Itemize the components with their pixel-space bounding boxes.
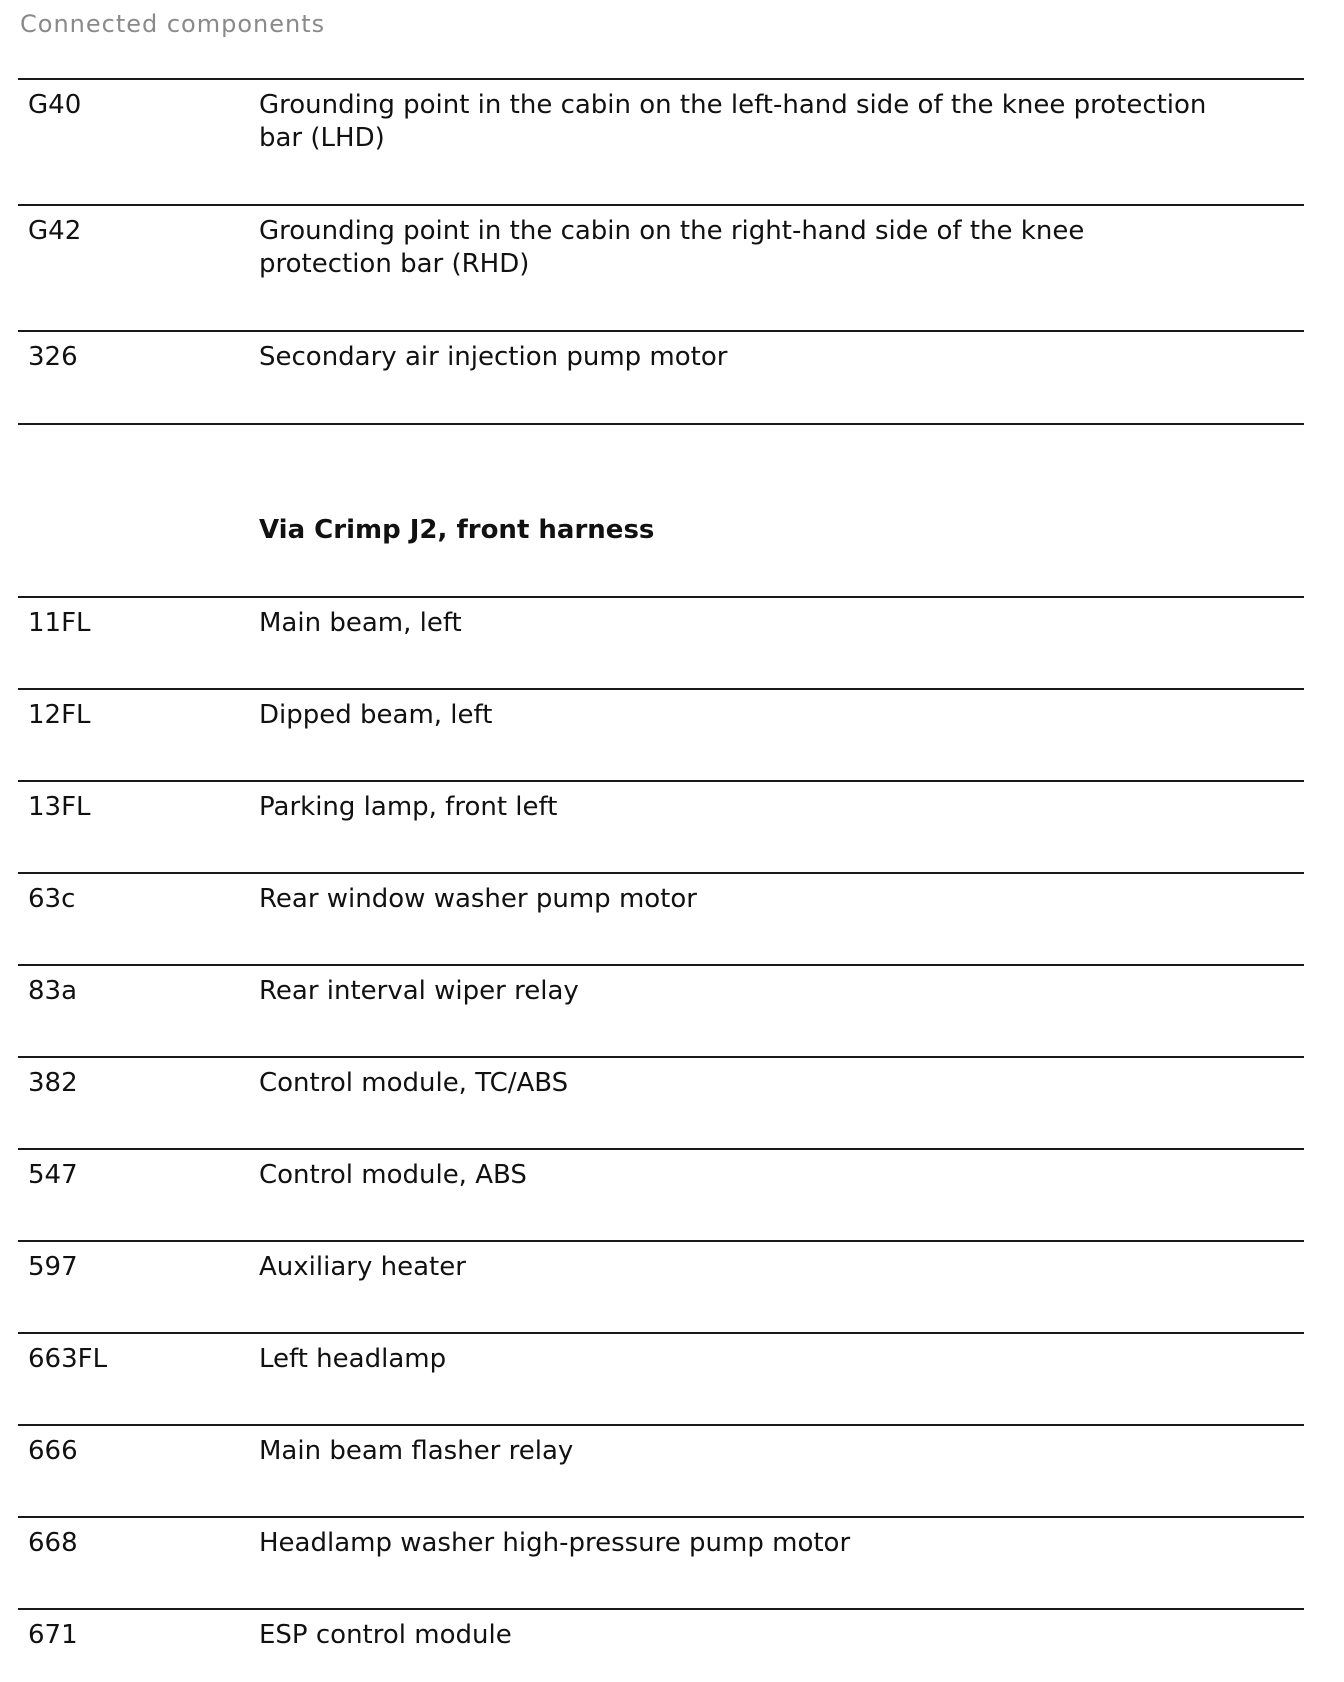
component-description: Left headlamp xyxy=(259,1344,447,1374)
component-code: 326 xyxy=(28,342,78,372)
row-divider xyxy=(18,596,1304,598)
row-divider xyxy=(18,1424,1304,1426)
component-description: Rear interval wiper relay xyxy=(259,976,579,1006)
component-code: 13FL xyxy=(28,792,91,822)
component-description: Secondary air injection pump motor xyxy=(259,342,728,372)
component-description: Auxiliary heater xyxy=(259,1252,466,1282)
component-code: 11FL xyxy=(28,608,91,638)
component-code: 666 xyxy=(28,1436,78,1466)
component-code: 671 xyxy=(28,1620,78,1650)
row-divider xyxy=(18,1148,1304,1150)
component-description: Grounding point in the cabin on the right-hand side of the knee protection bar (RHD) xyxy=(259,216,1085,279)
row-divider xyxy=(18,423,1304,425)
row-divider xyxy=(18,1516,1304,1518)
component-description: ESP control module xyxy=(259,1620,512,1650)
component-code: G40 xyxy=(28,90,82,120)
component-description: Parking lamp, front left xyxy=(259,792,558,822)
row-divider xyxy=(18,964,1304,966)
component-code: 597 xyxy=(28,1252,78,1282)
component-description: Rear window washer pump motor xyxy=(259,884,697,914)
section-title: Via Crimp J2, front harness xyxy=(259,515,655,545)
row-divider xyxy=(18,1608,1304,1610)
component-description: Control module, TC/ABS xyxy=(259,1068,569,1098)
document-heading: Connected components xyxy=(20,10,326,38)
component-code: 382 xyxy=(28,1068,78,1098)
component-code: G42 xyxy=(28,216,82,246)
row-divider xyxy=(18,780,1304,782)
component-description: Grounding point in the cabin on the left-hand side of the knee protection bar (LHD) xyxy=(259,90,1207,153)
row-divider xyxy=(18,688,1304,690)
row-divider xyxy=(18,1332,1304,1334)
component-code: 12FL xyxy=(28,700,91,730)
row-divider xyxy=(18,330,1304,332)
component-description: Main beam, left xyxy=(259,608,462,638)
component-description: Control module, ABS xyxy=(259,1160,527,1190)
row-divider xyxy=(18,872,1304,874)
component-code: 63c xyxy=(28,884,76,914)
component-code: 668 xyxy=(28,1528,78,1558)
component-description: Headlamp washer high-pressure pump motor xyxy=(259,1528,851,1558)
component-code: 83a xyxy=(28,976,78,1006)
component-code: 663FL xyxy=(28,1344,108,1374)
component-code: 547 xyxy=(28,1160,78,1190)
row-divider xyxy=(18,78,1304,80)
component-description: Main beam flasher relay xyxy=(259,1436,574,1466)
row-divider xyxy=(18,204,1304,206)
row-divider xyxy=(18,1240,1304,1242)
component-description: Dipped beam, left xyxy=(259,700,493,730)
row-divider xyxy=(18,1056,1304,1058)
